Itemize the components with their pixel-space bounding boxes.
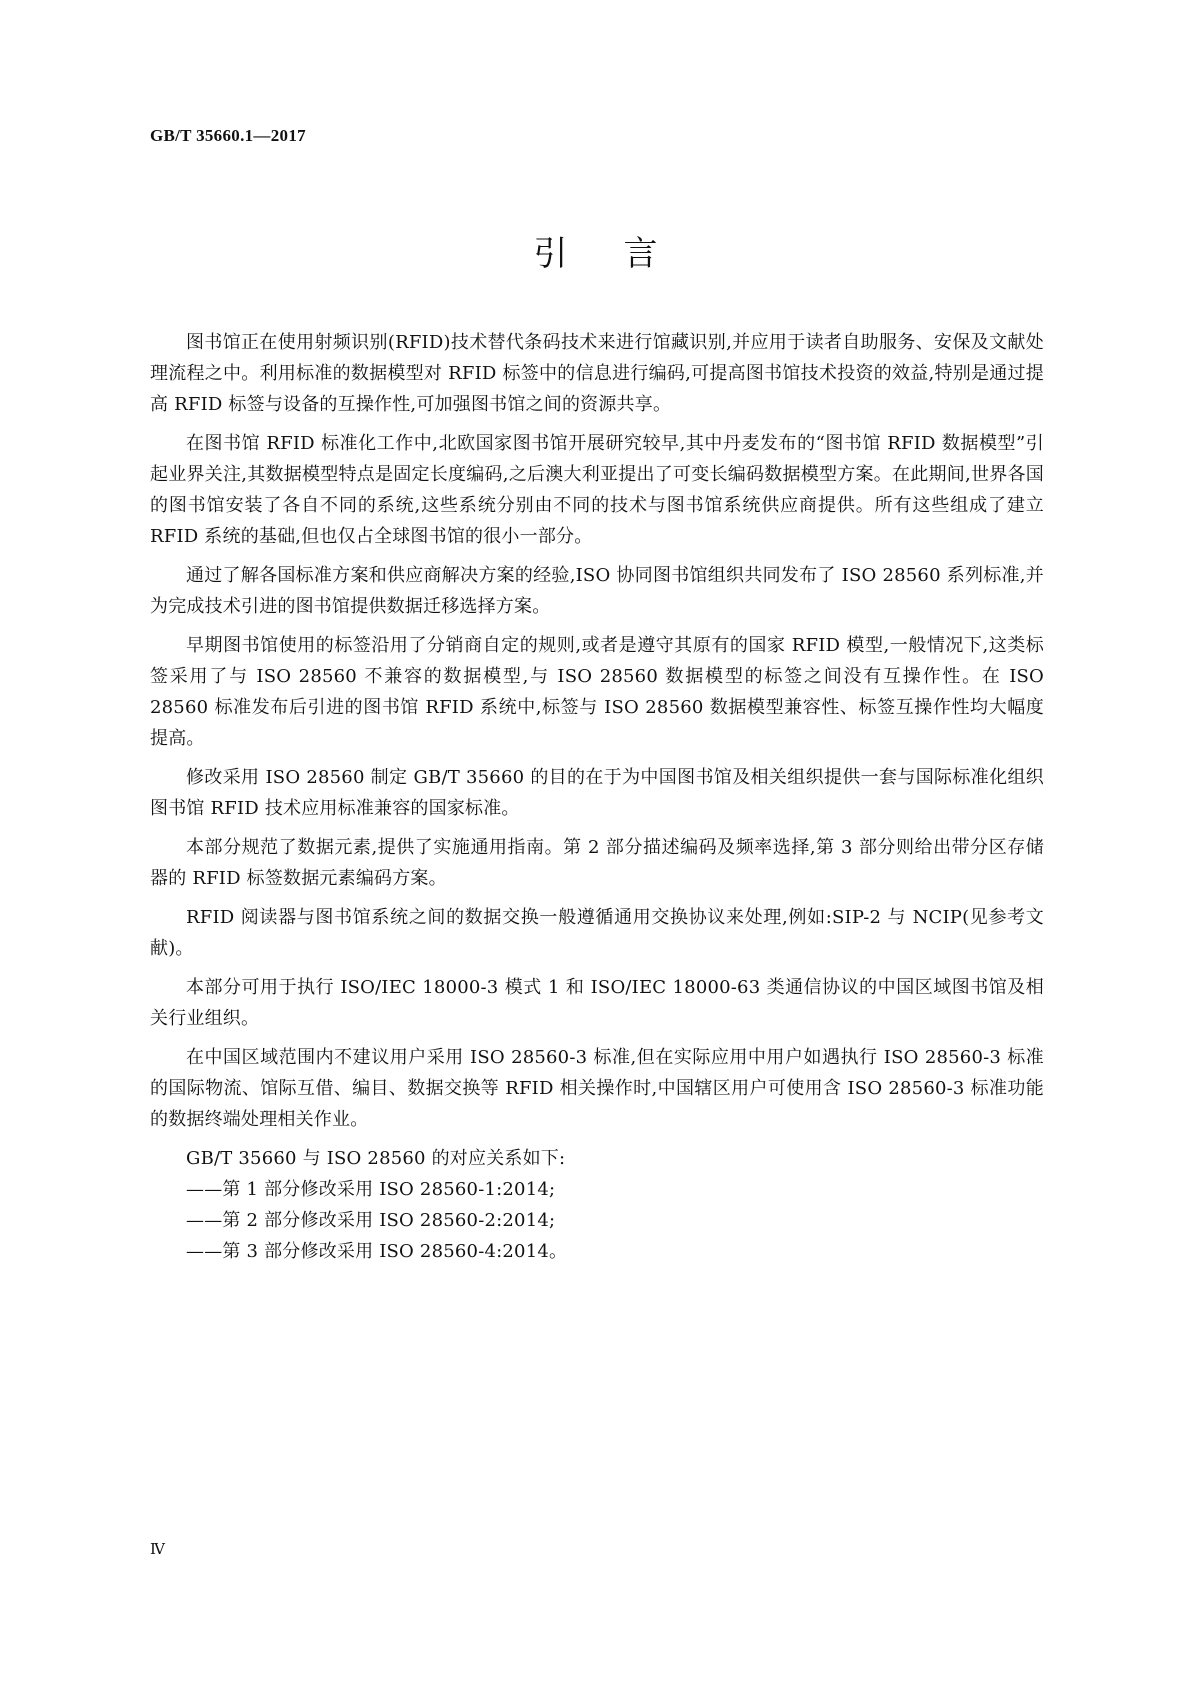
paragraph-5: 修改采用 ISO 28560 制定 GB/T 35660 的目的在于为中国图书馆及相关组织提供一套与国际标准化组织图书馆 RFID 技术应用标准兼容的国家标准。 — [150, 767, 1044, 819]
paragraph-3: 通过了解各国标准方案和供应商解决方案的经验,ISO 协同图书馆组织共同发布了 ISO 28560 系列标准,并为完成技术引进的图书馆提供数据迁移选择方案。 — [150, 565, 1044, 617]
list-item: ——第 2 部分修改采用 ISO 28560-2:2014; — [186, 1210, 556, 1231]
correspondence-list — [150, 1174, 1044, 1267]
paragraph-8: 本部分可用于执行 ISO/IEC 18000-3 模式 1 和 ISO/IEC 18000-63 类通信协议的中国区域图书馆及相关行业组织。 — [150, 977, 1044, 1029]
paragraph-4: 早期图书馆使用的标签沿用了分销商自定的规则,或者是遵守其原有的国家 RFID 模型,一般情况下,这类标签采用了与 ISO 28560 不兼容的数据模型,与 ISO 28560 数据模型的标签之间没有互操作性。在 ISO 28560 标准发布后引进的图书馆 RFID 系统中,标签与 ISO 28560 数据模型兼容性、标签互操作性均大幅度提高。 — [150, 635, 1044, 749]
paragraph-9: 在中国区域范围内不建议用户采用 ISO 28560-3 标准,但在实际应用中用户如遇执行 ISO 28560-3 标准的国际物流、馆际互借、编目、数据交换等 RFID 相关操作时,中国辖区用户可使用含 ISO 28560-3 标准功能的数据终端处理相关作业。 — [150, 1047, 1044, 1130]
paragraph-10: GB/T 35660 与 ISO 28560 的对应关系如下: — [186, 1148, 566, 1169]
introduction-body — [150, 327, 1044, 1267]
list-item: ——第 1 部分修改采用 ISO 28560-1:2014; — [186, 1179, 556, 1200]
paragraph-7: RFID 阅读器与图书馆系统之间的数据交换一般遵循通用交换协议来处理,例如:SIP-2 与 NCIP(见参考文献)。 — [150, 907, 1044, 959]
paragraph-1: 图书馆正在使用射频识别(RFID)技术替代条码技术来进行馆藏识别,并应用于读者自助服务、安保及文献处理流程之中。利用标准的数据模型对 RFID 标签中的信息进行编码,可提高图书馆技术投资的效益,特别是通过提高 RFID 标签与设备的互操作性,可加强图书馆之间的资源共享。 — [150, 332, 1044, 415]
paragraph-2: 在图书馆 RFID 标准化工作中,北欧国家图书馆开展研究较早,其中丹麦发布的“图书馆 RFID 数据模型”引起业界关注,其数据模型特点是固定长度编码,之后澳大利亚提出了可变长编码数据模型方案。在此期间,世界各国的图书馆安装了各自不同的系统,这些系统分别由不同的技术与图书馆系统供应商提供。所有这些组成了建立 RFID 系统的基础,但也仅占全球图书馆的很小一部分。 — [150, 433, 1044, 547]
standard-id: GB/T 35660.1—2017 — [150, 126, 306, 145]
paragraph-6: 本部分规范了数据元素,提供了实施通用指南。第 2 部分描述编码及频率选择,第 3 部分则给出带分区存储器的 RFID 标签数据元素编码方案。 — [150, 837, 1044, 889]
page-number: Ⅳ — [150, 1542, 165, 1558]
list-item: ——第 3 部分修改采用 ISO 28560-4:2014。 — [186, 1241, 568, 1262]
page-title: 引言 — [533, 234, 714, 274]
